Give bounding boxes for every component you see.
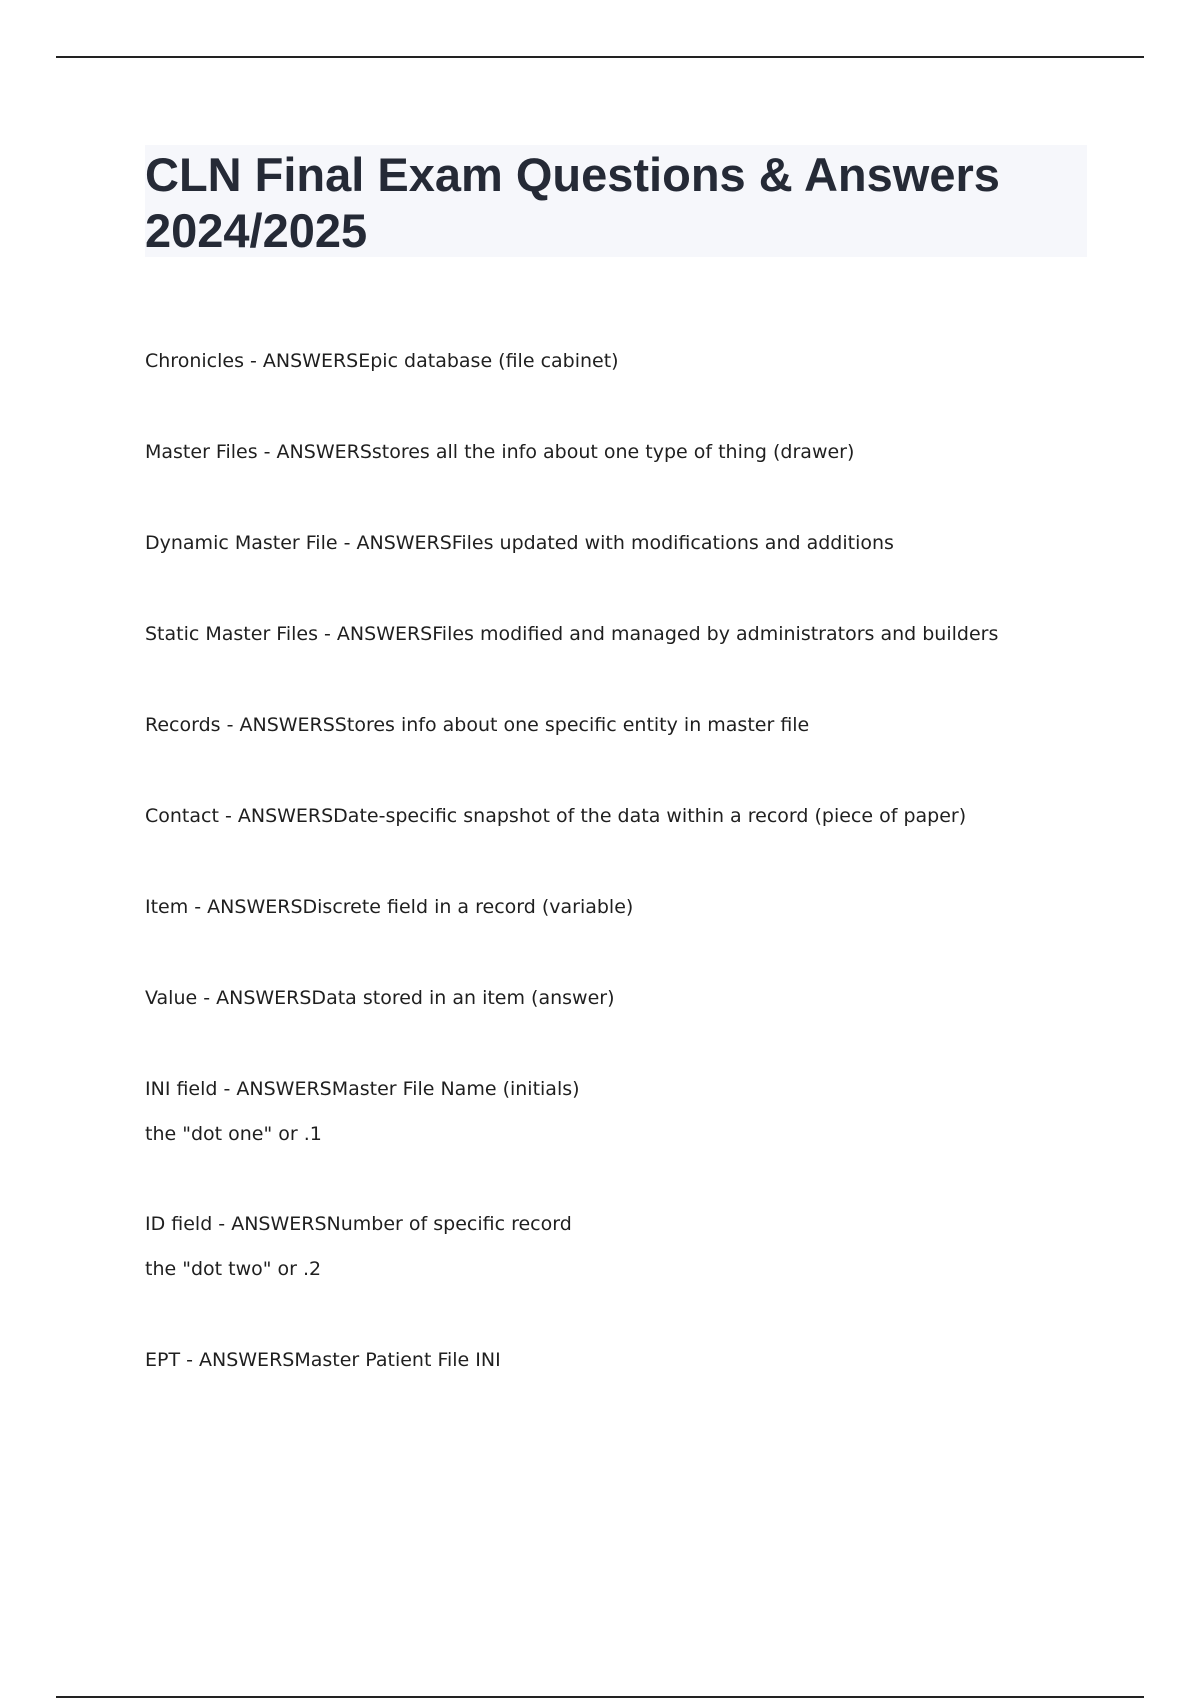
qa-entry <box>145 1211 572 1282</box>
document-title: CLN Final Exam Questions & Answers 2024/2025 <box>145 148 1000 257</box>
qa-entry <box>145 1076 580 1147</box>
qa-entry <box>145 439 854 465</box>
bottom-divider <box>56 1696 1144 1698</box>
qa-text: Records - ANSWERSStores info about one specific entity in master file <box>145 714 810 736</box>
qa-entry <box>145 803 966 829</box>
qa-entry <box>145 894 633 920</box>
qa-text-continuation: the "dot two" or .2 <box>145 1258 322 1280</box>
qa-text: Master Files - ANSWERSstores all the info about one type of thing (drawer) <box>145 441 855 463</box>
qa-text: ID field - ANSWERSNumber of specific record <box>145 1213 572 1235</box>
qa-text: INI field - ANSWERSMaster File Name (initials) <box>145 1078 580 1100</box>
qa-text-continuation: the "dot one" or .1 <box>145 1123 322 1145</box>
qa-text: Value - ANSWERSData stored in an item (answer) <box>145 987 615 1009</box>
qa-text: Dynamic Master File - ANSWERSFiles updated with modifications and additions <box>145 532 894 554</box>
qa-entry <box>145 712 809 738</box>
qa-text: Contact - ANSWERSDate-specific snapshot of the data within a record (piece of paper) <box>145 805 967 827</box>
qa-text: Item - ANSWERSDiscrete field in a record (variable) <box>145 896 634 918</box>
qa-entry <box>145 985 615 1011</box>
qa-entry <box>145 1347 501 1373</box>
qa-text: EPT - ANSWERSMaster Patient File INI <box>145 1349 501 1371</box>
qa-text: Chronicles - ANSWERSEpic database (file cabinet) <box>145 350 619 372</box>
qa-entry <box>145 621 998 647</box>
title-banner <box>145 145 1087 257</box>
qa-text: Static Master Files - ANSWERSFiles modified and managed by administrators and builders <box>145 623 999 645</box>
top-divider <box>56 56 1144 58</box>
qa-entry <box>145 530 894 556</box>
qa-entry <box>145 348 619 374</box>
